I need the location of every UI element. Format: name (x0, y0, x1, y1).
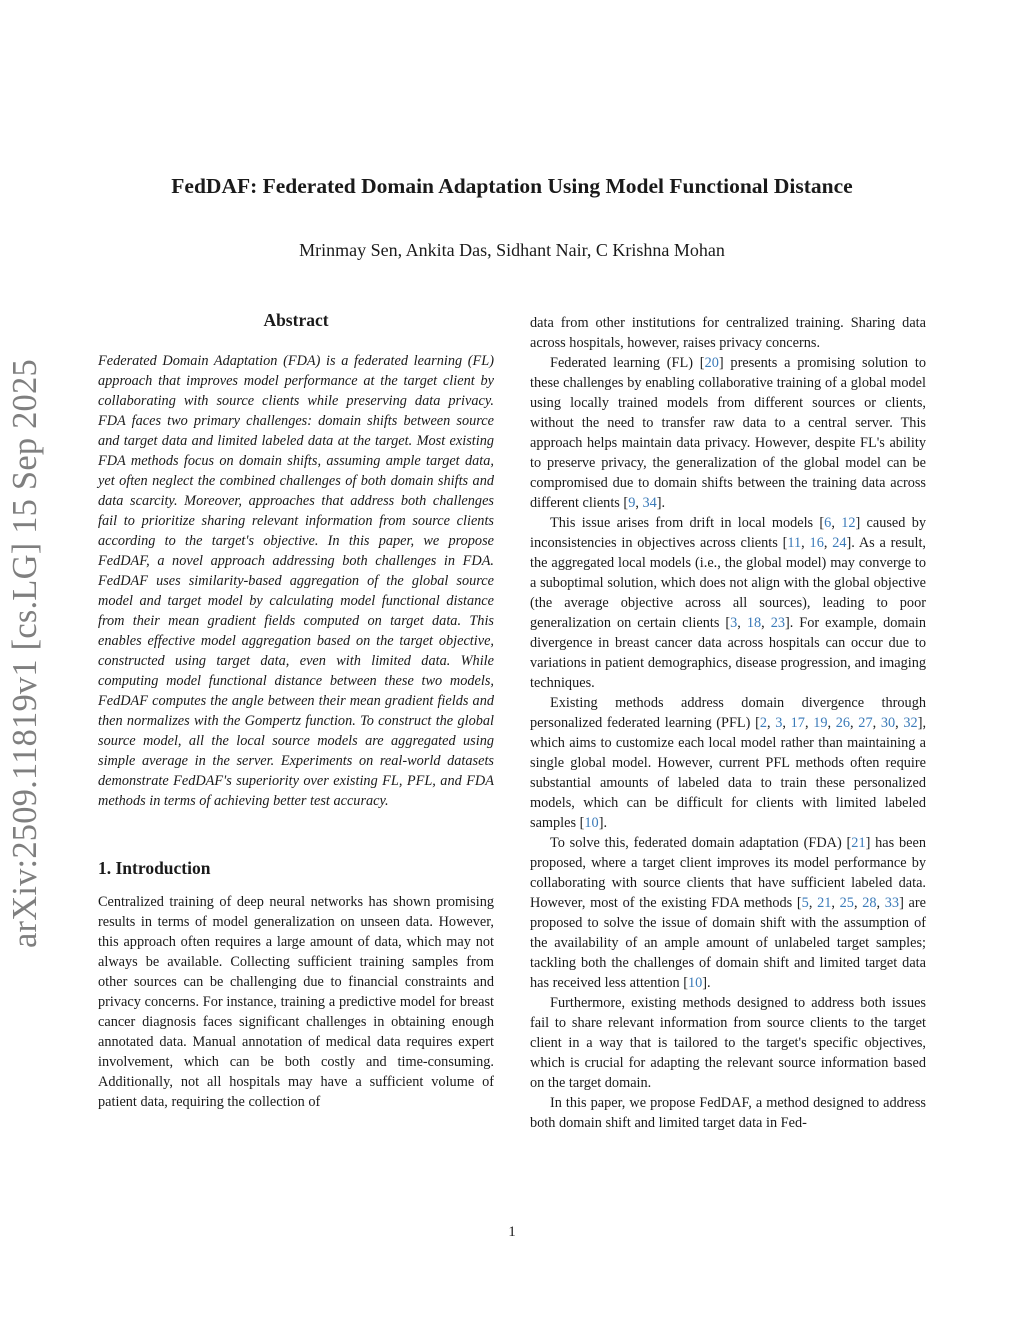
citation-link[interactable]: 26 (835, 715, 851, 731)
citation-link[interactable]: 21 (817, 895, 832, 911)
intro-paragraph: To solve this, federated domain adaptation (FDA) [21] has been proposed, where a target client improves its model performance by collaborating with source clients that have sufficient labeled data. However, most of the existing FDA methods [5, 21, 25, 28, 33] are proposed to solve the issue of domain shift with the assumption of the availability of an ample amount of unlabeled target samples; tackling both the challenges of domain shift and limited target data has received less attention [10]. (530, 835, 926, 991)
citation-link[interactable]: 24 (832, 535, 847, 551)
right-column (530, 313, 926, 1133)
citation-link[interactable]: 32 (903, 715, 918, 731)
page-number: 1 (508, 1224, 516, 1240)
left-column (98, 310, 494, 1112)
citation-link[interactable]: 16 (809, 535, 824, 551)
citation-link[interactable]: 3 (730, 615, 738, 631)
citation-link[interactable]: 23 (770, 615, 785, 631)
abstract-body: Federated Domain Adaptation (FDA) is a federated learning (FL) approach that improves model performance at the target client by collaborating with source clients while preserving data privacy. FDA faces two primary challenges: domain shifts between source and target data and limited labeled data at the target. Most existing FDA methods focus on domain shifts, assuming ample target data, yet often neglect the combined challenges of both domain shifts and data scarcity. Moreover, approaches that address both challenges fail to prioritize sharing relevant information from source clients according to the target's objective. In this paper, we propose FedDAF, a novel approach addressing both challenges in FDA. FedDAF uses similarity-based aggregation of the global source model and target model by calculating model functional distance from their mean gradient fields computed on target data. This enables effective model aggregation based on the target objective, constructed using target data, even with limited data. While computing model functional distance between these two models, FedDAF computes the angle between their mean gradient fields and then normalizes with the Gompertz function. To construct the global source model, all the local source models are aggregated using simple average in the server. Experiments on real-world datasets demonstrate FedDAF's superiority over existing FL, PFL, and FDA methods in terms of achieving better test accuracy. (98, 353, 494, 809)
citation-link[interactable]: 17 (790, 715, 805, 731)
citation-link[interactable]: 21 (851, 835, 866, 851)
intro-paragraph: Federated learning (FL) [20] presents a promising solution to these challenges by enabling collaborative training of a global model using locally trained models from different sources or clients, without the need to transfer raw data to a central server. This approach helps maintain data privacy. However, despite FL's ability to preserve privacy, the generalization of the global model can be compromised due to domain shifts between the training data across different clients [9, 34]. (530, 355, 926, 511)
intro-paragraph: Existing methods address domain divergence through personalized federated learning (PFL) [2, 3, 17, 19, 26, 27, 30, 32], which aims to customize each local model rather than maintaining a single global model. However, current PFL methods often require substantial amounts of labeled data to train these personalized models, which can be difficult for clients with limited labeled samples [10]. (530, 695, 927, 831)
citation-link[interactable]: 27 (858, 715, 873, 731)
citation-link[interactable]: 28 (862, 895, 877, 911)
citation-link[interactable]: 33 (884, 895, 900, 911)
citation-link[interactable]: 18 (746, 615, 762, 631)
introduction-heading: 1. Introduction (98, 858, 211, 878)
intro-paragraph: In this paper, we propose FedDAF, a method designed to address both domain shift and limited target data in Fed- (530, 1095, 926, 1131)
citation-link[interactable]: 19 (813, 715, 828, 731)
intro-paragraph: Centralized training of deep neural networks has shown promising results in terms of model generalization on unseen data. However, this approach often requires a large amount of data, which may not always be available. Collecting sufficient training samples from other sources can be challenging due to financial constraints and privacy concerns. For instance, training a predictive model for breast cancer diagnosis faces significant challenges in obtaining enough annotated data. Manual annotation of medical data requires expert involvement, which can be both costly and time-consuming. Additionally, not all hospitals may have a sufficient volume of patient data, requiring the collection of (98, 894, 494, 1110)
intro-paragraph: Furthermore, existing methods designed to address both issues fail to share relevant information from source clients to the target client in a way that is tailored to the target's specific objectives, which is crucial for adapting the relevant source information based on the target domain. (530, 995, 926, 1091)
citation-link[interactable]: 6 (824, 515, 832, 531)
citation-link[interactable]: 30 (880, 715, 896, 731)
citation-link[interactable]: 20 (704, 355, 719, 371)
paper-authors: Mrinmay Sen, Ankita Das, Sidhant Nair, C Krishna Mohan (299, 240, 725, 260)
citation-link[interactable]: 2 (759, 715, 767, 731)
citation-link[interactable]: 10 (584, 815, 599, 831)
citation-link[interactable]: 12 (841, 515, 856, 531)
citation-link[interactable]: 5 (801, 895, 809, 911)
intro-paragraph: This issue arises from drift in local models [6, 12] caused by inconsistencies in objectives across clients [11, 16, 24]. As a result, the aggregated local models (i.e., the global model) may converge to a suboptimal solution, which does not align with the global objective (the average objective across all sources), leading to poor generalization on certain clients [3, 18, 23]. For example, domain divergence in breast cancer data across hospitals can occur due to variations in patient demographics, disease progression, and imaging techniques. (530, 515, 926, 691)
citation-link[interactable]: 9 (628, 495, 636, 511)
arxiv-identifier: arXiv:2509.11819v1 [cs.LG] 15 Sep 2025 (6, 359, 44, 948)
citation-link[interactable]: 11 (787, 535, 802, 551)
intro-paragraph: data from other institutions for centralized training. Sharing data across hospitals, however, raises privacy concerns. (530, 315, 926, 351)
citation-link[interactable]: 10 (688, 975, 703, 991)
citation-link[interactable]: 34 (642, 495, 657, 511)
abstract-heading: Abstract (263, 310, 329, 330)
citation-link[interactable]: 25 (839, 895, 854, 911)
citation-link[interactable]: 3 (775, 715, 783, 731)
paper-title: FedDAF: Federated Domain Adaptation Using Model Functional Distance (171, 174, 853, 198)
